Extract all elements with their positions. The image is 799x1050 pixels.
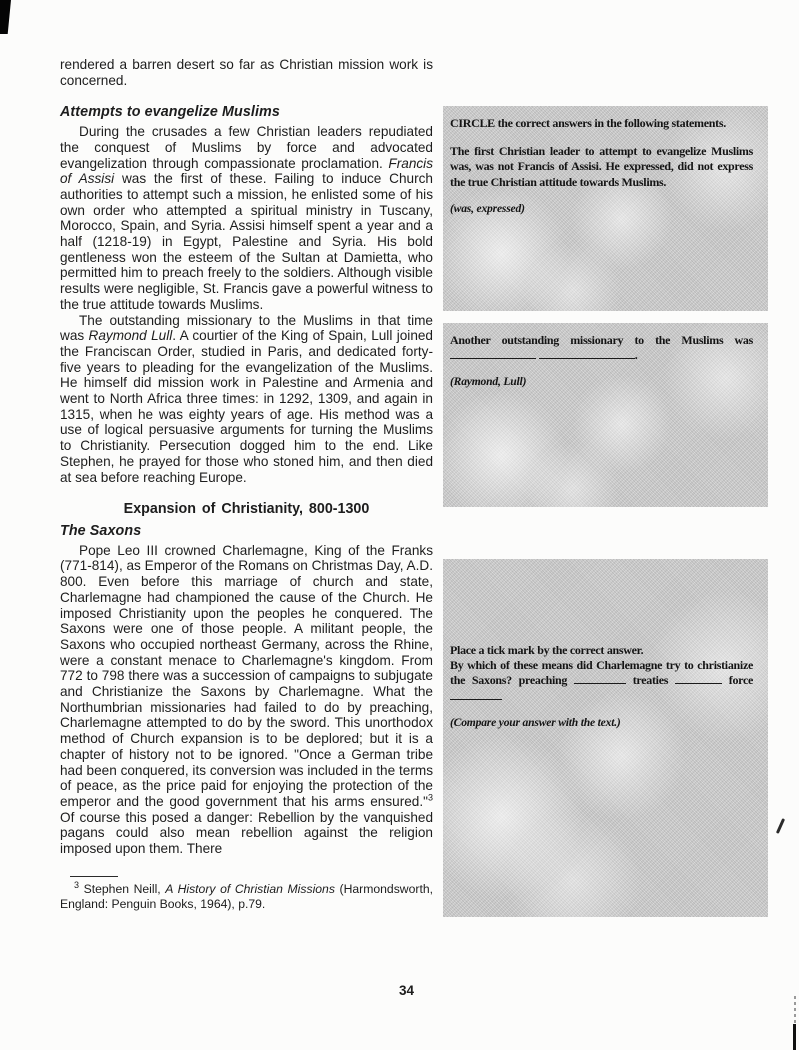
paragraph-francis: During the crusades a few Christian leaders repudiated the conquest of Muslims by force and advocated evangelization through compassionate proclamation. Francis of Assisi was the first of these. Failing to induce Church authorities to attempt such a mission, he enlisted some of his own order who attempted a spiritual ministry in Tuscany, Morocco, Spain, and Syria. Assisi himself spent a year and a half (1218-19) in Egypt, Palestine and Syria. His bold gentleness won the esteem of the Sultan at Damietta, who permitted him to preach freely to the soldiers. Although visible results were negligible, St. Francis gave a powerful witness to the true attitude towards Muslims. (60, 124, 433, 312)
box3-instruction: Place a tick mark by the correct answer. (450, 643, 644, 657)
box3-answer-key: (Compare your answer with the text.) (450, 715, 621, 729)
fill-blank (574, 673, 626, 684)
box2-answer-key: (Raymond, Lull) (450, 375, 527, 389)
continuation-paragraph: rendered a barren desert so far as Christian mission work is concerned. (60, 57, 433, 88)
page-edge-dotted-artifact (794, 996, 796, 1024)
footnote-rule (70, 876, 118, 878)
footnote-block (60, 876, 433, 912)
paragraph-saxons: Pope Leo III crowned Charlemagne, King of the Franks (771-814), as Emperor of the Romans on Christmas Day, A.D. 800. Even before this marriage of church and state, Charlemagne had championed the cause of the Church. He imposed Christianity upon the peoples he conquered. The Saxons were one of those people. A militant people, the Saxons who occupied northeast Germany, across the Rhine, were a constant menace to Charlemagne's kingdom. From 772 to 798 there was a succession of campaigns to subjugate and Christianize the Saxons by Charlemagne. What the Northumbrian missionaries had failed to do by preaching, Charlemagne attempted to do by the sword. This unorthodox method of Church expansion is to be deplored; but it is a chapter of history not to be ignored. "Once a German tribe had been conquered, its conversion was included in the terms of peace, as the price paid for enjoying the protection of the emperor and the good government that his arms ensured."$^3$ Of course this posed a danger: Rebellion by the vanquished pagans could also mean rebellion against the religion imposed upon them. There (60, 542, 433, 857)
exercise-box-circle-answers (443, 106, 768, 311)
pen-tick-artifact (776, 818, 785, 834)
section-heading-saxons: The Saxons (60, 522, 142, 539)
fill-blank (539, 348, 635, 359)
box1-answer-key: (was, expressed) (450, 201, 525, 215)
fill-blank (450, 348, 536, 359)
box2-statement: Another outstanding missionary to the Muslims was . (450, 333, 753, 363)
fill-blank (450, 689, 502, 700)
footnote-text: $^3$ Stephen Neill, A History of Christian Missions (Harmondsworth, England: Penguin Books, 1964), p.79. (60, 880, 433, 912)
exercise-box-fill-blank (443, 323, 768, 507)
chapter-heading-expansion: Expansion of Christianity, 800-1300 (123, 501, 370, 518)
exercise-box-tick-mark (443, 559, 768, 917)
box1-instruction: CIRCLE the correct answers in the following statements. (450, 116, 726, 130)
main-text-column (60, 57, 433, 912)
page-number: 34 (399, 983, 415, 998)
box3-question: By which of these means did Charlemagne try to christianize the Saxons? preaching treaties force (450, 658, 753, 704)
scan-corner-artifact (0, 0, 11, 34)
page-edge-line-artifact (793, 1024, 796, 1050)
section-heading-attempts: Attempts to evangelize Muslims (60, 104, 280, 121)
fill-blank (675, 673, 722, 684)
box1-statement: The first Christian leader to attempt to evangelize Muslims was, was not Francis of Assisi. He expressed, did not express the true Christian attitude towards Muslims. (450, 144, 753, 189)
paragraph-lull: The outstanding missionary to the Muslims in that time was Raymond Lull. A courtier of the King of Spain, Lull joined the Franciscan Order, studied in Paris, and dedicated forty-five years to pleading for the evangelization of the Muslims. He himself did mission work in Palestine and Armenia and went to North Africa three times: in 1292, 1309, and again in 1315, when he was eighty years of age. His method was a use of logical persuasive arguments for turning the Muslims to Christianity. Persecution dogged him to the end. Like Stephen, he prayed for those who stoned him, and then died at sea before reaching Europe. (60, 312, 433, 485)
